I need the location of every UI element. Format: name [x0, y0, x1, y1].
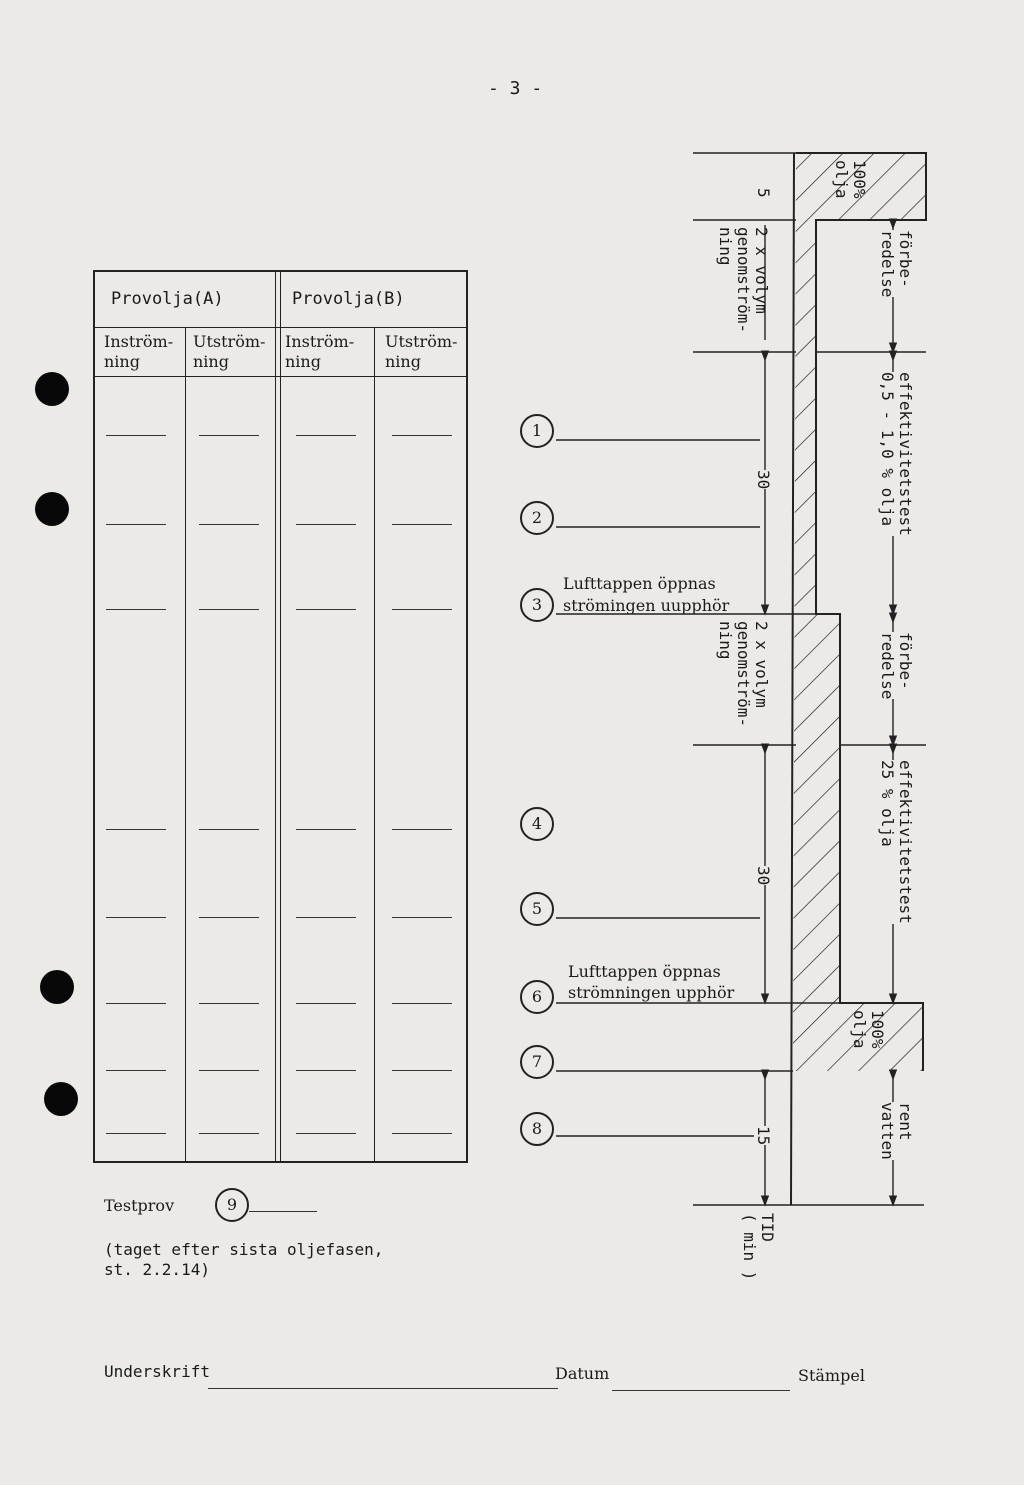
- circle-7: 7: [520, 1045, 554, 1079]
- note-flow-stop-1: strömingen uupphör: [563, 596, 730, 615]
- circle-2: 2: [520, 501, 554, 535]
- label-time-15: 15: [754, 1126, 773, 1146]
- note-flow-stop-2: strömningen upphör: [568, 983, 735, 1002]
- label-oil-100b: 100% olja: [850, 1010, 887, 1049]
- page-number: - 3 -: [488, 78, 543, 99]
- label-efficiency-b: effektivitetstest 25 % olja: [878, 760, 915, 924]
- circle-1: 1: [520, 414, 554, 448]
- label-clean-water: rent vatten: [878, 1102, 915, 1160]
- col-header-instromning-a: Inström- ning: [104, 332, 174, 371]
- label-time-30b: 30: [754, 866, 773, 886]
- col-header-utstromning-b: Utström- ning: [385, 332, 458, 371]
- note-air-open-2: Lufttappen öppnas: [568, 962, 721, 981]
- date-label: Datum: [555, 1364, 610, 1383]
- table-header-provolja-a: Provolja(A): [111, 289, 224, 309]
- label-volume-a: 2 x volym genomström- ning: [716, 227, 771, 333]
- circle-9: 9: [215, 1188, 249, 1222]
- stamp-label: Stämpel: [798, 1366, 865, 1385]
- col-header-instromning-b: Inström- ning: [285, 332, 355, 371]
- note-air-open-1: Lufttappen öppnas: [563, 574, 716, 593]
- circle-6: 6: [520, 980, 554, 1014]
- table-header-provolja-b: Provolja(B): [292, 289, 405, 309]
- circle-3: 3: [520, 588, 554, 622]
- label-volume-b: 2 x volym genomström- ning: [716, 621, 771, 727]
- circle-4: 4: [520, 807, 554, 841]
- label-time-axis: TID ( min ): [740, 1213, 777, 1281]
- circle-8: 8: [520, 1112, 554, 1146]
- label-efficiency-a: effektivitetstest 0,5 - 1,0 % olja: [878, 372, 915, 536]
- label-time-5: 5: [754, 188, 773, 198]
- label-oil-100a: 100% olja: [832, 160, 869, 199]
- label-time-30a: 30: [754, 470, 773, 490]
- label-prep-a: förbe- redelse: [878, 230, 915, 298]
- test-sample-note: (taget efter sista oljefasen, st. 2.2.14): [104, 1240, 384, 1279]
- circle-5: 5: [520, 892, 554, 926]
- test-sample-label: Testprov: [104, 1196, 175, 1215]
- label-prep-b: förbe- redelse: [878, 632, 915, 700]
- col-header-utstromning-a: Utström- ning: [193, 332, 266, 371]
- signature-label: Underskrift: [104, 1362, 210, 1381]
